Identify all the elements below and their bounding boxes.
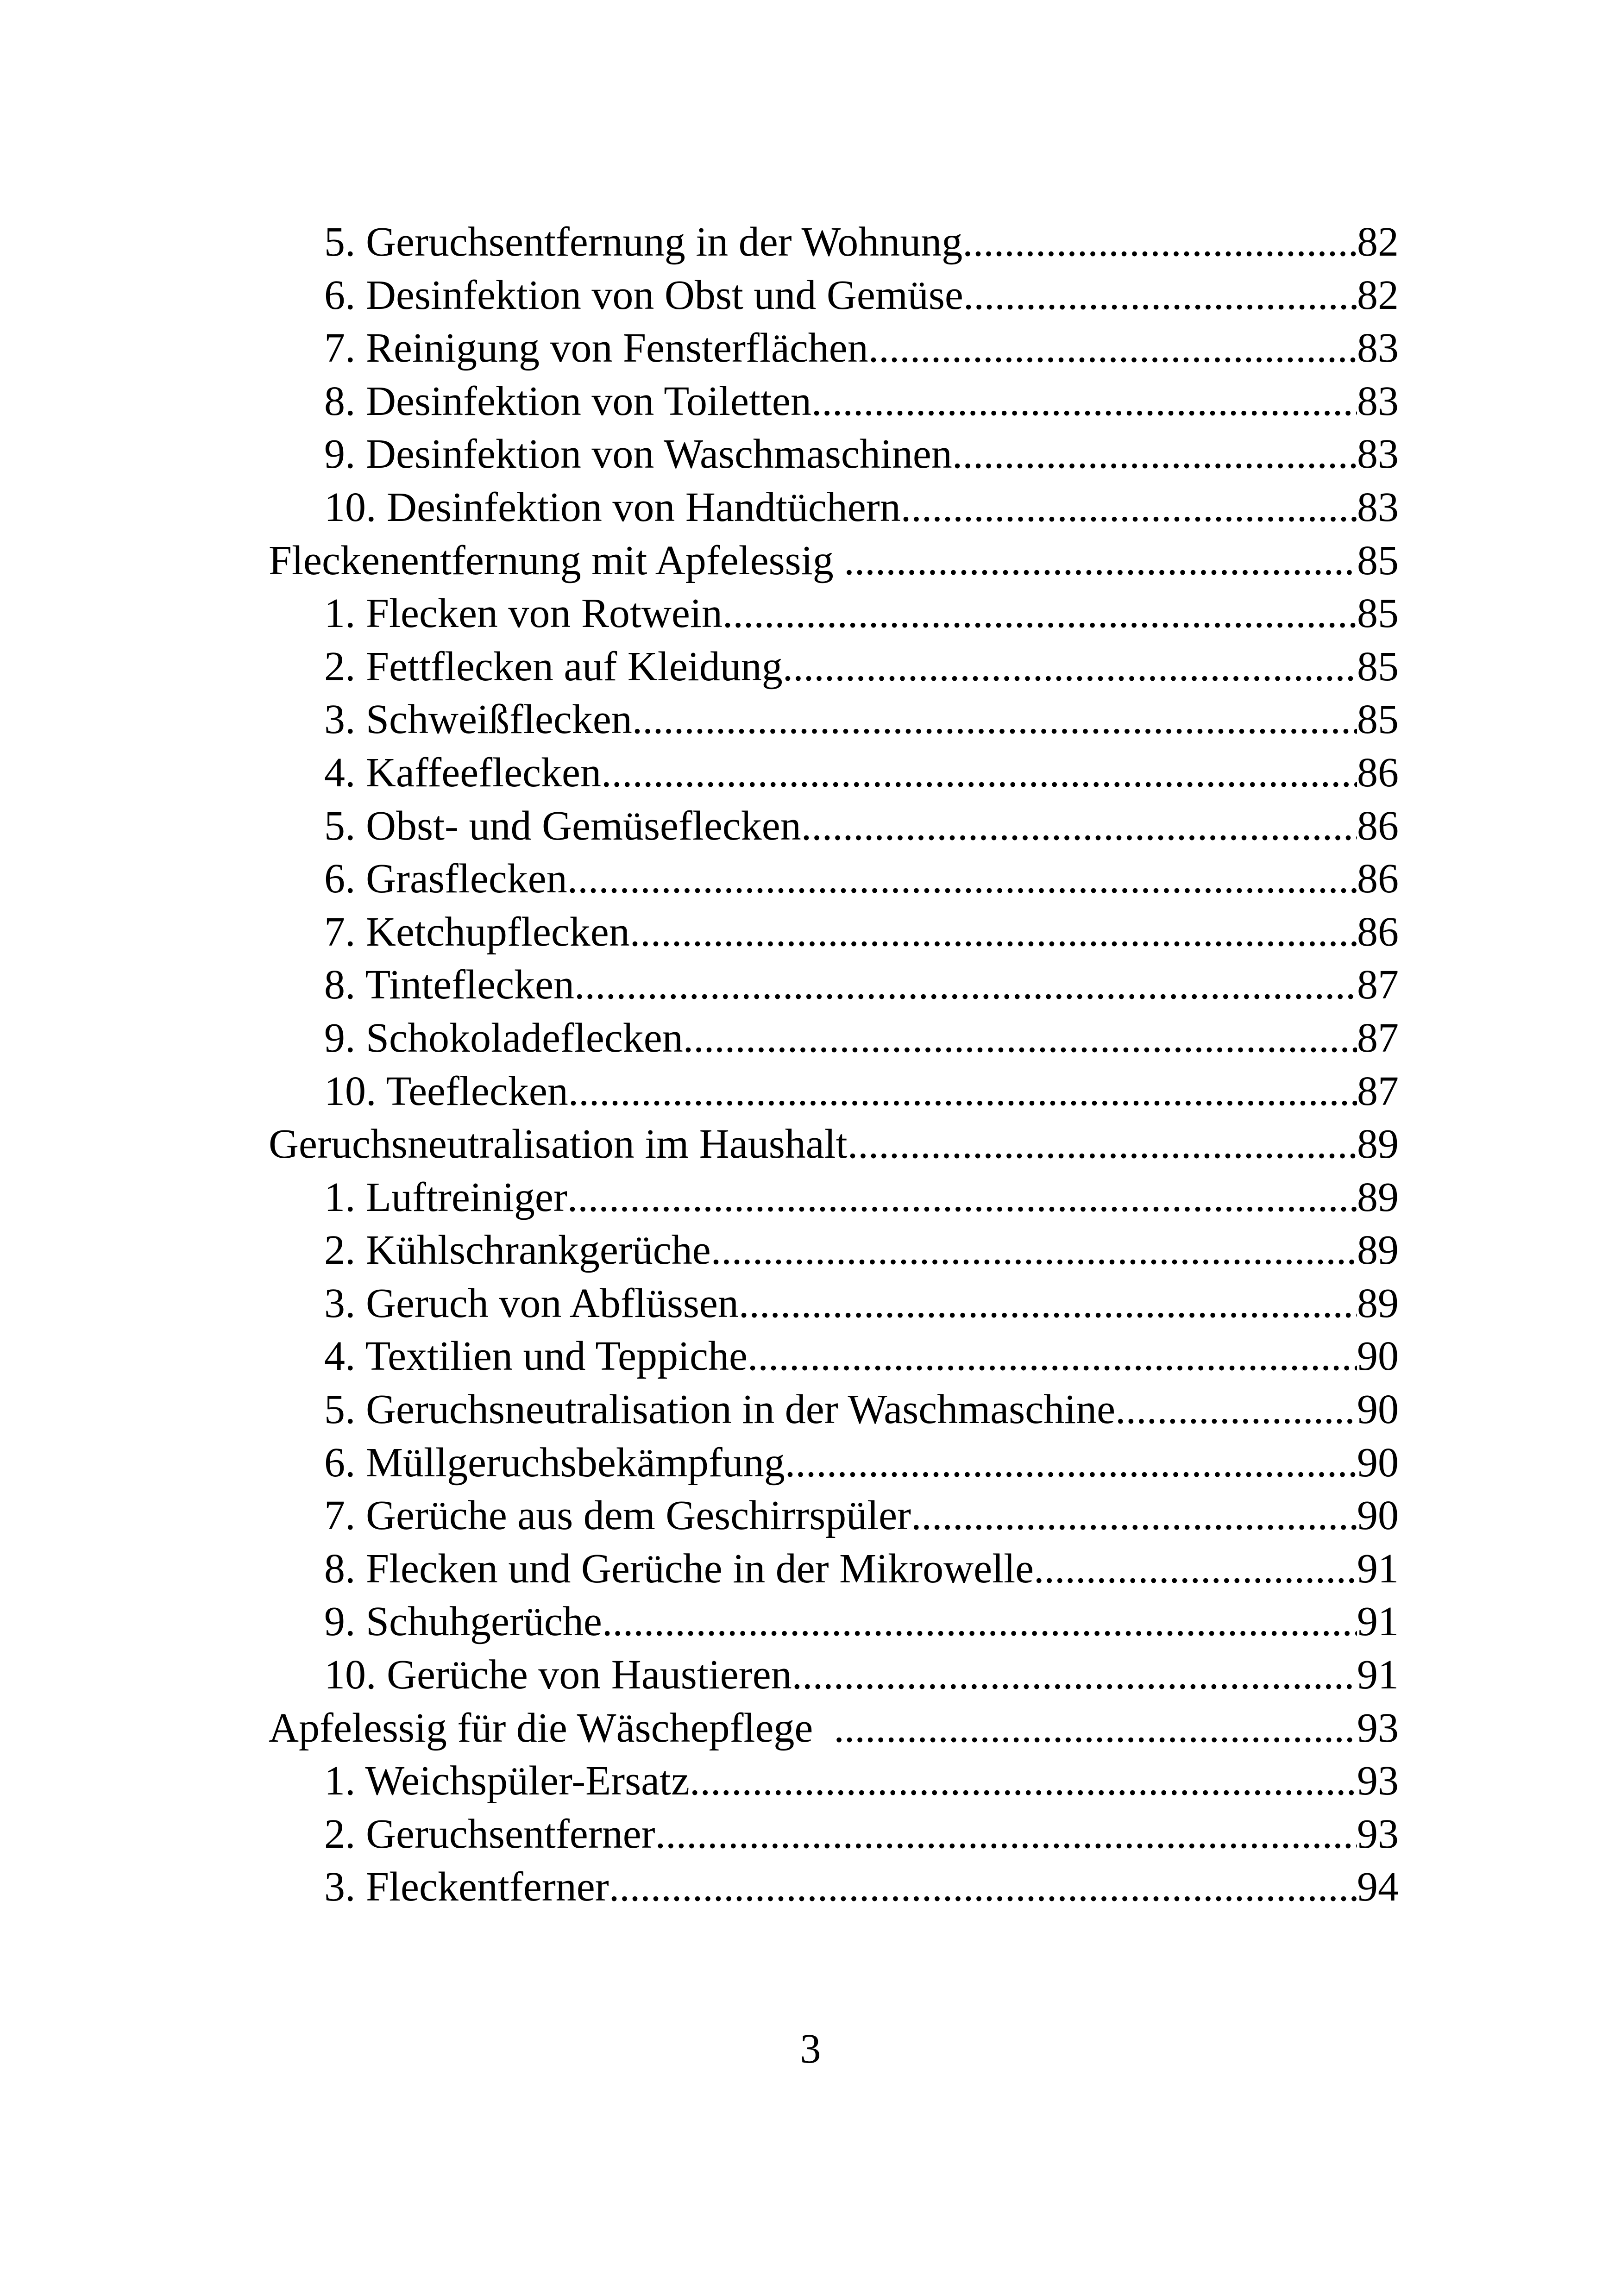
toc-entry-page: 93 [1357,1758,1399,1804]
toc-entry-page: 86 [1357,856,1399,902]
toc-subsection-entry[interactable] [269,906,1399,959]
toc-dot-leader [901,481,1357,534]
toc-entry-page: 83 [1357,325,1399,371]
toc-dot-leader [690,1755,1357,1808]
toc-dot-leader [655,1808,1357,1861]
toc-subsection-entry[interactable] [269,481,1399,534]
toc-dot-leader [602,1595,1357,1649]
toc-dot-leader [952,428,1357,481]
toc-dot-leader [601,747,1357,800]
toc-entry-title: 6. Desinfektion von Obst und Gemüse [324,272,963,318]
toc-entry-title: 6. Grasflecken [324,856,567,902]
toc-subsection-entry[interactable] [269,959,1399,1012]
toc-entry-page: 82 [1357,272,1399,318]
toc-entry-title: 2. Fettflecken auf Kleidung [324,643,783,690]
toc-subsection-entry[interactable] [269,1330,1399,1383]
toc-entry-page: 85 [1357,537,1399,583]
toc-dot-leader [868,322,1357,375]
toc-subsection-entry[interactable] [269,587,1399,640]
toc-entry-title: 1. Flecken von Rotwein [324,590,723,637]
toc-entry-title: 6. Müllgeruchsbekämpfung [324,1439,785,1486]
toc-entry-page: 87 [1357,1068,1399,1114]
toc-subsection-entry[interactable] [269,269,1399,322]
toc-entry-title: Geruchsneutralisation im Haushalt [269,1121,848,1167]
toc-entry-page: 85 [1357,643,1399,690]
toc-entry-title: 5. Geruchsentfernung in der Wohnung [324,219,963,265]
toc-entry-page: 89 [1357,1280,1399,1326]
toc-subsection-entry[interactable] [269,1649,1399,1702]
toc-dot-leader [567,1171,1357,1224]
toc-dot-leader [792,1649,1357,1702]
toc-dot-leader [568,1065,1357,1118]
toc-subsection-entry[interactable] [269,693,1399,747]
toc-dot-leader [723,587,1357,640]
toc-entry-title: 7. Ketchupflecken [324,909,630,955]
toc-subsection-entry[interactable] [269,1543,1399,1596]
toc-entry-title: 1. Luftreiniger [324,1174,567,1220]
toc-subsection-entry[interactable] [269,1224,1399,1277]
toc-entry-title: 7. Reinigung von Fensterflächen [324,325,868,371]
toc-entry-page: 90 [1357,1493,1399,1539]
toc-entry-page: 93 [1357,1811,1399,1857]
toc-entry-title: 3. Geruch von Abflüssen [324,1280,739,1326]
toc-entry-page: 86 [1357,803,1399,849]
toc-dot-leader [962,216,1357,269]
toc-subsection-entry[interactable] [269,800,1399,853]
toc-subsection-entry[interactable] [269,1808,1399,1861]
toc-subsection-entry[interactable] [269,1755,1399,1808]
toc-entry-page: 83 [1357,378,1399,424]
toc-dot-leader [1115,1383,1357,1437]
toc-subsection-entry[interactable] [269,1383,1399,1437]
toc-subsection-entry[interactable] [269,1489,1399,1543]
toc-entry-title: 3. Fleckentferner [324,1864,609,1910]
toc-entry-page: 90 [1357,1386,1399,1433]
toc-dot-leader [911,1489,1357,1543]
toc-dot-leader [630,906,1357,959]
table-of-contents [269,216,1399,1914]
toc-subsection-entry[interactable] [269,375,1399,428]
toc-subsection-entry[interactable] [269,1065,1399,1118]
toc-entry-title: Fleckenentfernung mit Apfelessig [269,537,844,583]
toc-entry-page: 93 [1357,1705,1399,1751]
toc-entry-page: 83 [1357,484,1399,530]
toc-entry-page: 91 [1357,1545,1399,1592]
toc-section-entry[interactable] [269,1118,1399,1171]
toc-entry-title: 10. Gerüche von Haustieren [324,1652,792,1698]
toc-entry-page: 82 [1357,219,1399,265]
toc-entry-page: 85 [1357,696,1399,743]
toc-entry-page: 85 [1357,590,1399,637]
toc-dot-leader [783,640,1357,694]
toc-entry-title: 10. Teeflecken [324,1068,568,1114]
toc-entry-page: 90 [1357,1439,1399,1486]
toc-entry-page: 91 [1357,1599,1399,1645]
toc-entry-page: 89 [1357,1121,1399,1167]
toc-subsection-entry[interactable] [269,1171,1399,1224]
toc-entry-page: 87 [1357,962,1399,1008]
toc-entry-title: 2. Geruchsentferner [324,1811,655,1857]
toc-subsection-entry[interactable] [269,853,1399,906]
toc-entry-title: 4. Kaffeeflecken [324,749,601,796]
toc-entry-title: 10. Desinfektion von Handtüchern [324,484,901,530]
toc-dot-leader [632,693,1357,747]
toc-section-entry[interactable] [269,534,1399,588]
toc-dot-leader [748,1330,1357,1383]
toc-subsection-entry[interactable] [269,1012,1399,1065]
toc-entry-title: 9. Desinfektion von Waschmaschinen [324,431,952,477]
toc-subsection-entry[interactable] [269,322,1399,375]
toc-subsection-entry[interactable] [269,1277,1399,1330]
toc-entry-title: 7. Gerüche aus dem Geschirrspüler [324,1493,911,1539]
toc-subsection-entry[interactable] [269,1595,1399,1649]
toc-entry-page: 87 [1357,1015,1399,1061]
toc-entry-page: 86 [1357,909,1399,955]
toc-dot-leader [1034,1543,1357,1596]
toc-entry-title: 8. Tinteflecken [324,962,574,1008]
toc-entry-title: 2. Kühlschrankgerüche [324,1227,711,1273]
toc-dot-leader [834,1702,1357,1755]
toc-entry-title: 5. Obst- und Gemüseflecken [324,803,801,849]
toc-entry-title: 3. Schweißflecken [324,696,632,743]
toc-subsection-entry[interactable] [269,428,1399,481]
toc-entry-title: 9. Schuhgerüche [324,1599,602,1645]
toc-subsection-entry[interactable] [269,640,1399,694]
toc-entry-page: 83 [1357,431,1399,477]
toc-dot-leader [848,1118,1357,1171]
toc-dot-leader [785,1437,1357,1490]
toc-dot-leader [963,269,1357,322]
toc-entry-title: 1. Weichspüler-Ersatz [324,1758,690,1804]
toc-dot-leader [711,1224,1357,1277]
toc-subsection-entry[interactable] [269,216,1399,269]
toc-entry-page: 90 [1357,1333,1399,1380]
toc-entry-title: 9. Schokoladeflecken [324,1015,683,1061]
page-number: 3 [800,2026,821,2072]
toc-dot-leader [811,375,1357,428]
toc-entry-page: 91 [1357,1652,1399,1698]
toc-entry-title: Apfelessig für die Wäschepflege [269,1705,834,1751]
toc-entry-title: 8. Flecken und Gerüche in der Mikrowelle [324,1545,1034,1592]
toc-dot-leader [574,959,1357,1012]
toc-subsection-entry[interactable] [269,1437,1399,1490]
toc-entry-page: 94 [1357,1864,1399,1910]
toc-entry-title: 4. Textilien und Teppiche [324,1333,748,1380]
toc-dot-leader [801,800,1357,853]
toc-dot-leader [609,1861,1357,1914]
toc-section-entry[interactable] [269,1702,1399,1755]
toc-entry-title: 5. Geruchsneutralisation in der Waschmaschine [324,1386,1116,1433]
toc-dot-leader [844,534,1357,588]
toc-dot-leader [567,853,1357,906]
toc-subsection-entry[interactable] [269,747,1399,800]
toc-entry-title: 8. Desinfektion von Toiletten [324,378,811,424]
toc-subsection-entry[interactable] [269,1861,1399,1914]
toc-entry-page: 89 [1357,1227,1399,1273]
toc-entry-page: 89 [1357,1174,1399,1220]
toc-entry-page: 86 [1357,749,1399,796]
toc-dot-leader [683,1012,1357,1065]
toc-dot-leader [739,1277,1357,1330]
